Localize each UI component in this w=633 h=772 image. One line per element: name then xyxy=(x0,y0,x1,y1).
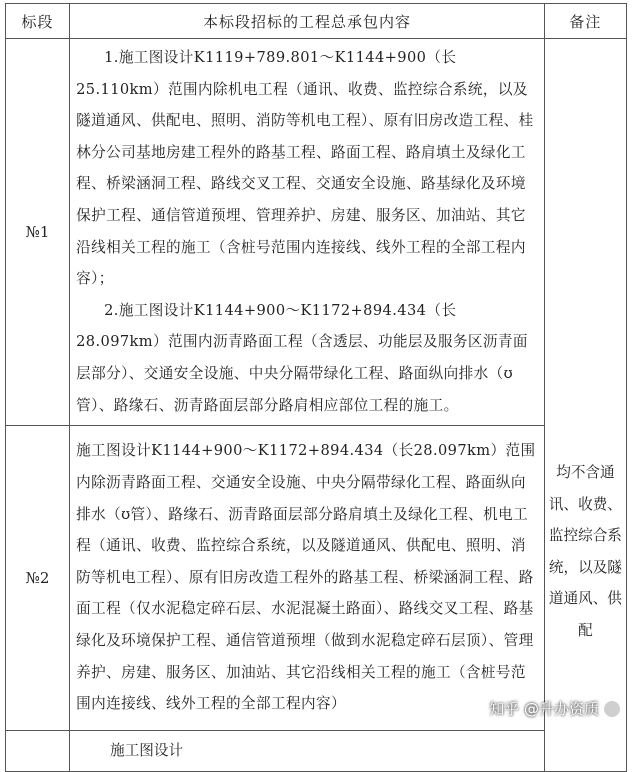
content-paragraph: 施工图设计K1144+900～K1172+894.434（长28.097km）范围内除沥青路面工程、交通安全设施、中央分隔带绿化工程、路面纵向排水（ʊ管）、路缘石、沥青路面层部分路肩填土及绿化工程、机电工程（通讯、收费、监控综合系统，以及隧道通风、供配电、照明、消防等机电工程）、原有旧房改造工程外的路基工程、桥梁涵洞工程、路面工程（仅水泥稳定碎石层、水泥混凝土路面）、路线交叉工程、路基绿化及环境保护工程、通信管道预埋（做到水泥稳定碎石层顶）、管理养护、房建、服务区、加油站、其它沿线相关工程的施工（含桩号范围内连接线、线外工程的全部工程内容） xyxy=(76,442,536,713)
section-content xyxy=(70,39,545,426)
watermark-text: 知乎 @升办资质 xyxy=(489,700,599,718)
remark-cell xyxy=(544,39,626,772)
section-content xyxy=(70,426,545,731)
table-row xyxy=(6,426,627,731)
remark-text: 均不含通讯、收费、监控综合系统，以及隧道通风、供配 xyxy=(548,464,622,639)
table-row xyxy=(6,731,627,772)
section-content xyxy=(70,731,545,772)
table-row xyxy=(6,39,627,426)
header-contract-content: 本标段招标的工程总承包内容 xyxy=(70,4,545,39)
header-remarks: 备注 xyxy=(544,4,626,39)
content-paragraph-partial: 施工图设计 xyxy=(110,742,184,760)
section-number xyxy=(6,731,70,772)
content-paragraph: 2.施工图设计K1144+900～K1172+894.434（长28.097km）范围内沥青路面工程（含透层、功能层及服务区沥青面层部分）、交通安全设施、中央分隔带绿化工程、路面纵向排水（ʊ管）、路缘石、沥青路面层部分路肩相应部位工程的施工。 xyxy=(76,301,528,414)
table-header-row xyxy=(6,4,627,39)
section-number: №1 xyxy=(6,39,70,426)
section-number: №2 xyxy=(6,426,70,731)
avatar-icon xyxy=(603,700,621,718)
content-paragraph: 1.施工图设计K1119+789.801～K1144+900（长25.110km）范围内除机电工程（通讯、收费、监控综合系统，以及隧道通风、供配电、照明、消防等机电工程）、原有旧房改造工程、桂林分公司基地房建工程外的路基工程、路面工程、路肩填土及绿化工程、桥梁涵洞工程、路线交叉工程、交通安全设施、路基绿化及环境保护工程、通信管道预埋、管理养护、房建、服务区、加油站、其它沿线相关工程的施工（含桩号范围内连接线、线外工程的全部工程内容）； xyxy=(76,49,534,288)
watermark xyxy=(489,698,621,719)
tender-scope-table xyxy=(5,3,627,772)
header-section: 标段 xyxy=(6,4,70,39)
